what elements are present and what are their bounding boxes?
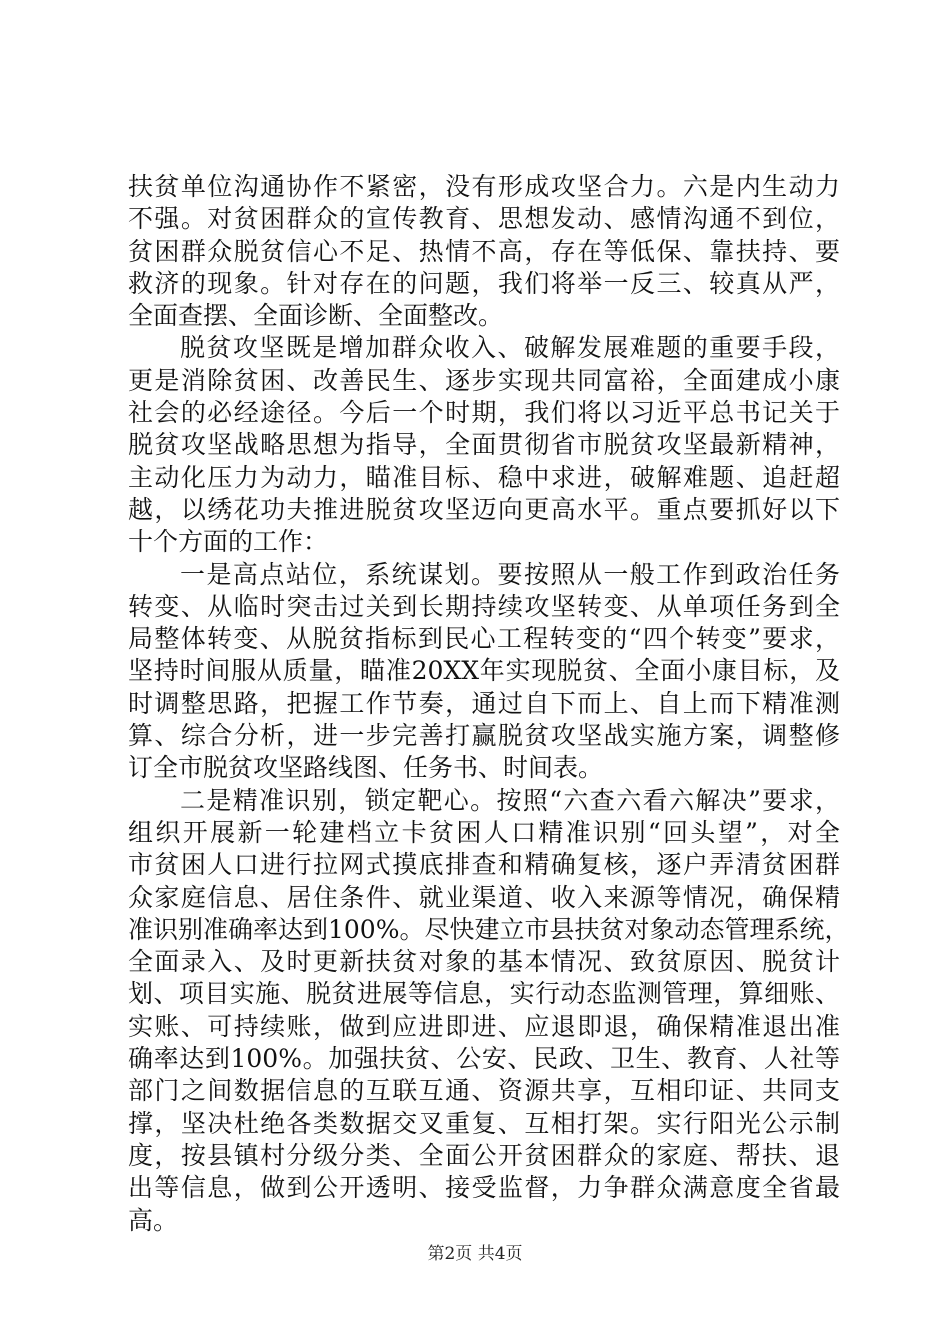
text-line: 坚持时间服从质量，瞄准20XX年实现脱贫、全面小康目标，及	[128, 656, 840, 686]
document-body	[128, 171, 850, 1237]
text-line: 时调整思路，把握工作节奏，通过自下而上、自上而下精准测	[128, 688, 840, 718]
text-line: 越，以绣花功夫推进脱贫攻坚迈向更高水平。重点要抓好以下	[128, 494, 840, 524]
text-line: 众家庭信息、居住条件、就业渠道、收入来源等情况，确保精	[128, 882, 840, 912]
text-line: 社会的必经途径。今后一个时期，我们将以习近平总书记关于	[128, 398, 840, 428]
text-line: 贫困群众脱贫信心不足、热情不高，存在等低保、靠扶持、要	[128, 236, 840, 266]
text-line: 确率达到100%。加强扶贫、公安、民政、卫生、教育、人社等	[128, 1044, 840, 1074]
paragraph-first-line: 一是高点站位，系统谋划。要按照从一般工作到政治任务	[180, 559, 840, 589]
text-line: 出等信息，做到公开透明、接受监督，力争群众满意度全省最	[128, 1173, 840, 1203]
text-line: 划、项目实施、脱贫进展等信息，实行动态监测管理，算细账、	[128, 979, 840, 1009]
text-line: 部门之间数据信息的互联互通、资源共享，互相印证、共同支	[128, 1076, 840, 1106]
paragraph-first-line: 脱贫攻坚既是增加群众收入、破解发展难题的重要手段，	[180, 333, 840, 363]
text-line: 救济的现象。针对存在的问题，我们将举一反三、较真从严，	[128, 268, 840, 298]
text-line: 脱贫攻坚战略思想为指导，全面贯彻省市脱贫攻坚最新精神，	[128, 430, 840, 460]
text-line: 准识别准确率达到100%。尽快建立市县扶贫对象动态管理系统，	[128, 914, 850, 944]
text-line: 转变、从临时突击过关到长期持续攻坚转变、从单项任务到全	[128, 591, 840, 621]
text-line: 市贫困人口进行拉网式摸底排查和精确复核，逐户弄清贫困群	[128, 850, 840, 880]
text-line: 扶贫单位沟通协作不紧密，没有形成攻坚合力。六是内生动力	[128, 172, 840, 201]
text-line: 组织开展新一轮建档立卡贫困人口精准识别“回头望”，对全	[128, 817, 840, 847]
text-line: 局整体转变、从脱贫指标到民心工程转变的“四个转变”要求，	[128, 624, 840, 654]
text-line: 度，按县镇村分级分类、全面公开贫困群众的家庭、帮扶、退	[128, 1140, 840, 1170]
paragraph-first-line: 二是精准识别，锁定靶心。按照“六查六看六解决”要求，	[180, 785, 840, 815]
text-line: 实账、可持续账，做到应进即进、应退即退，确保精准退出准	[128, 1011, 840, 1041]
page-number-footer: 第2页 共4页	[427, 1244, 523, 1264]
text-line: 算、综合分析，进一步完善打赢脱贫攻坚战实施方案，调整修	[128, 721, 840, 751]
text-line: 不强。对贫困群众的宣传教育、思想发动、感情沟通不到位，	[128, 204, 840, 234]
text-line: 全面录入、及时更新扶贫对象的基本情况、致贫原因、脱贫计	[128, 947, 840, 977]
text-line: 更是消除贫困、改善民生、逐步实现共同富裕，全面建成小康	[128, 365, 840, 395]
text-line: 撑，坚决杜绝各类数据交叉重复、互相打架。实行阳光公示制	[128, 1108, 840, 1138]
text-line: 订全市脱贫攻坚路线图、任务书、时间表。	[128, 753, 604, 783]
text-line: 高。	[128, 1205, 179, 1235]
text-line: 十个方面的工作：	[128, 527, 329, 557]
text-line: 全面查摆、全面诊断、全面整改。	[128, 301, 504, 331]
text-line: 主动化压力为动力，瞄准目标、稳中求进，破解难题、追赶超	[128, 462, 840, 492]
